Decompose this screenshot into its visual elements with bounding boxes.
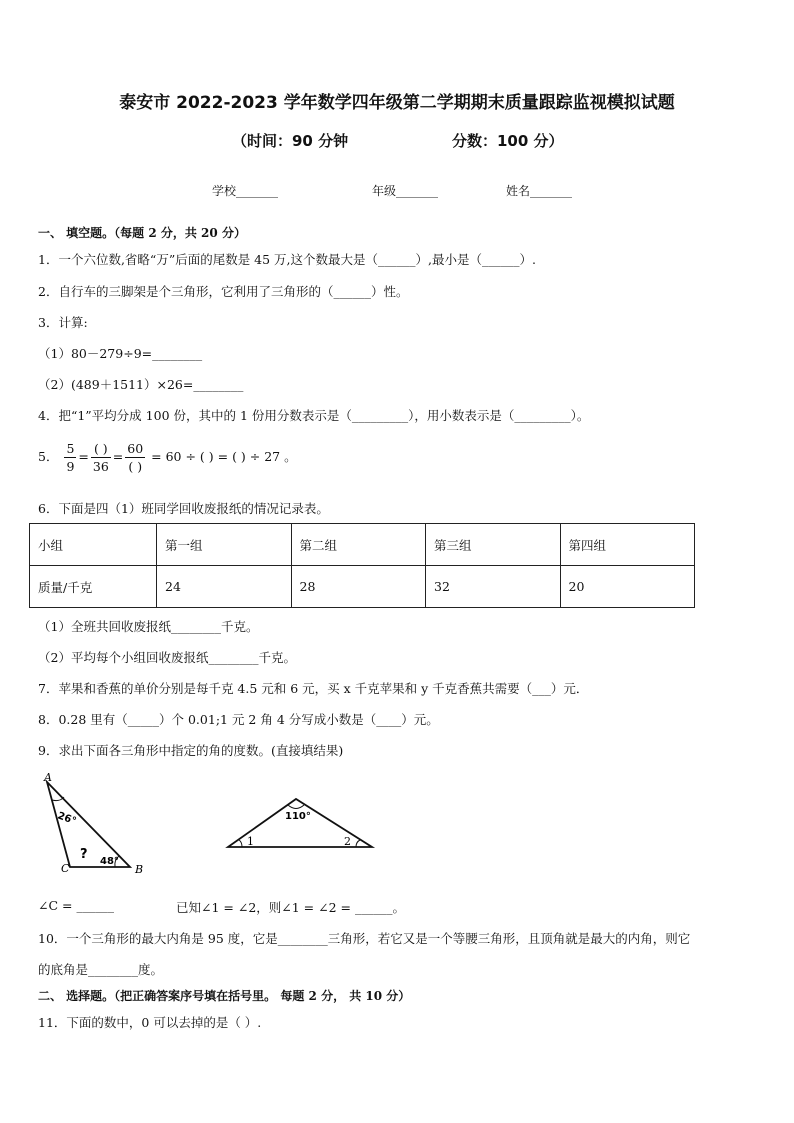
question-10-line-1: 10．一个三角形的最大内角是 95 度，它是________三角形，若它又是一个等腰三角形，且顶角就是最大的内角，则它 bbox=[38, 931, 691, 946]
question-2: 2．自行车的三脚架是个三角形，它利用了三角形的（______）性。 bbox=[38, 284, 409, 299]
vertex-c-label: C bbox=[61, 862, 70, 875]
question-6-part-2: （2）平均每个小组回收废报纸________千克。 bbox=[38, 650, 296, 665]
table-header-row bbox=[30, 524, 695, 566]
top-angle-arc bbox=[288, 805, 304, 809]
equals-sign: = bbox=[78, 449, 89, 464]
angle-1-label: 1 bbox=[247, 835, 254, 848]
obtuse-triangle-diagram bbox=[222, 795, 378, 855]
table-cell: 32 bbox=[426, 566, 561, 608]
question-1: 1．一个六位数,省略“万”后面的尾数是 45 万,这个数最大是（______）,最小是（______）. bbox=[38, 252, 536, 267]
fraction-denominator: ( ) bbox=[128, 459, 143, 474]
table-header-cell: 第四组 bbox=[560, 524, 695, 566]
table-header-cell: 第一组 bbox=[157, 524, 292, 566]
table-cell: 24 bbox=[157, 566, 292, 608]
name-field: 姓名_______ bbox=[506, 184, 573, 198]
table-cell: 20 bbox=[560, 566, 695, 608]
question-5 bbox=[38, 440, 297, 475]
question-11: 11．下面的数中，0 可以去掉的是（ ）. bbox=[38, 1015, 262, 1030]
question-9-answer-2: 已知∠1 = ∠2，则∠1 = ∠2 = ______。 bbox=[176, 900, 405, 915]
section-heading-fill-blank: 一、 填空题。（每题 2 分，共 20 分） bbox=[38, 226, 246, 240]
fraction-denominator: 36 bbox=[92, 459, 109, 474]
triangle-abc-diagram bbox=[30, 770, 160, 880]
question-6: 6．下面是四（1）班同学回收废报纸的情况记录表。 bbox=[38, 501, 329, 516]
angle-2-label: 2 bbox=[344, 835, 351, 848]
vertex-a-label: A bbox=[44, 771, 52, 784]
school-field: 学校_______ bbox=[212, 184, 279, 198]
angle-1-arc bbox=[239, 840, 242, 847]
fraction-blank-36 bbox=[91, 440, 111, 475]
table-row bbox=[30, 566, 695, 608]
question-8: 8．0.28 里有（_____）个 0.01;1 元 2 角 4 分写成小数是（____）元。 bbox=[38, 712, 439, 727]
table-header-cell: 第三组 bbox=[426, 524, 561, 566]
angle-b-value: 48° bbox=[100, 856, 119, 867]
fraction-numerator: ( ) bbox=[91, 440, 111, 458]
fraction-5-9 bbox=[64, 440, 76, 475]
table-cell: 28 bbox=[291, 566, 426, 608]
angle-c-unknown: ? bbox=[80, 847, 88, 862]
question-5-number: 5． bbox=[38, 449, 59, 464]
fraction-numerator: 5 bbox=[66, 441, 75, 456]
top-angle-value: 110° bbox=[285, 811, 311, 822]
exam-time: （时间：90 分钟 bbox=[232, 132, 349, 150]
question-10-line-2: 的底角是________度。 bbox=[38, 962, 164, 977]
fraction-denominator: 9 bbox=[66, 459, 75, 474]
page-title: 泰安市 2022-2023 学年数学四年级第二学期期末质量跟踪监视模拟试题 bbox=[119, 93, 675, 113]
question-4: 4．把“1”平均分成 100 份，其中的 1 份用分数表示是（_________），用小数表示是（_________）。 bbox=[38, 408, 590, 423]
table-header-cell: 小组 bbox=[30, 524, 157, 566]
recycling-table bbox=[29, 523, 695, 608]
question-7: 7．苹果和香蕉的单价分别是每千克 4.5 元和 6 元，买 x 千克苹果和 y 千克香蕉共需要（___）元． bbox=[38, 681, 589, 696]
angle-a-value: 26° bbox=[55, 810, 78, 828]
fraction-numerator: 60 bbox=[127, 441, 144, 456]
question-9-answer-1: ∠C = ______ bbox=[38, 898, 114, 913]
grade-field: 年级_______ bbox=[372, 184, 439, 198]
triangle-abc-shape bbox=[47, 782, 130, 867]
question-3-part-2: （2）(489＋1511）×26=________ bbox=[38, 377, 244, 392]
table-cell: 质量/千克 bbox=[30, 566, 157, 608]
table-header-cell: 第二组 bbox=[291, 524, 426, 566]
section-heading-multiple-choice: 二、 选择题。（把正确答案序号填在括号里。 每题 2 分， 共 10 分） bbox=[38, 989, 411, 1003]
vertex-b-label: B bbox=[135, 863, 144, 876]
angle-2-arc bbox=[356, 840, 360, 847]
exam-score: 分数：100 分） bbox=[452, 132, 564, 150]
equals-sign: = bbox=[112, 449, 124, 464]
fraction-60-blank bbox=[125, 440, 145, 475]
question-3-part-1: （1）80－279÷9=________ bbox=[38, 346, 203, 361]
question-9: 9．求出下面各三角形中指定的角的度数。(直接填结果) bbox=[38, 743, 344, 758]
question-3: 3．计算: bbox=[38, 315, 88, 330]
question-5-tail: = 60 ÷ ( ) = ( ) ÷ 27 。 bbox=[151, 449, 297, 464]
question-6-part-1: （1）全班共回收废报纸________千克。 bbox=[38, 619, 259, 634]
